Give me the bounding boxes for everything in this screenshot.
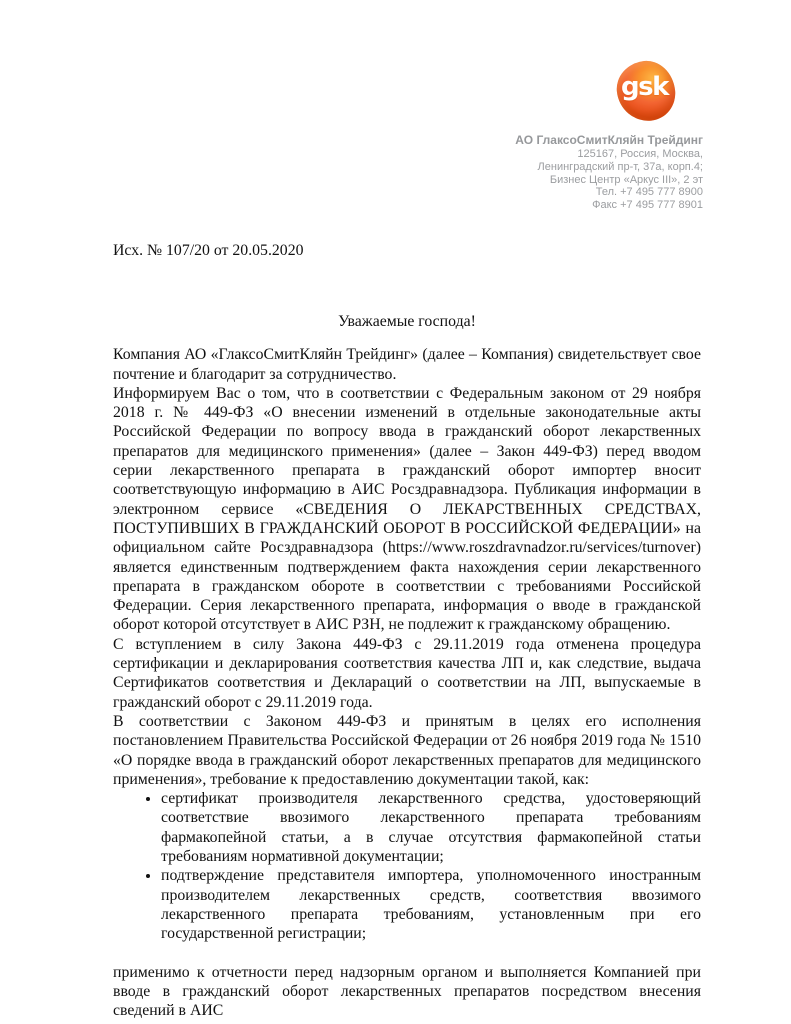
letterhead-address	[515, 133, 703, 212]
requirement-item: • сертификат производителя лекарственного средства, удостоверяющий соответствие ввозимого лекарственного препарата требованиям фармакопейной статьи, а в случае отсутствия фармакопейной статьи требованиям нормативной документации;	[161, 789, 701, 866]
requirements-list	[113, 789, 701, 943]
requirement-item: • подтверждение представителя импортера, уполномоченного иностранным производителем лекарственных средств, соответствия ввозимого лекарственного препарата требованиям, установленным при его государственной регистрации;	[161, 866, 701, 943]
address-line: Бизнес Центр «Аркус III», 2 эт	[549, 173, 703, 186]
company-name: АО ГлаксоСмитКляйн Трейдинг	[515, 133, 703, 147]
phone-line: Тел. +7 495 777 8900	[595, 186, 703, 199]
gsk-logo-text: gsk	[620, 72, 668, 103]
letter-body	[113, 312, 701, 1020]
body-paragraph: В соответствии с Законом 449-ФЗ и принятым в целях его исполнения постановлением Правительства Российской Федерации от 26 ноября 2019 года № 1510 «О порядке ввода в гражданский оборот лекарственных препаратов для медицинского применения», требование к предоставлению документации такой, как:	[113, 712, 701, 788]
reference-line: Исх. № 107/20 от 20.05.2020	[113, 242, 304, 259]
address-line: 125167, Россия, Москва,	[577, 148, 703, 160]
body-paragraph: С вступлением в силу Закона 449-ФЗ с 29.11.2019 года отменена процедура сертификации и декларирования соответствия качества ЛП и, как следствие, выдача Сертификатов соответствия и Деклараций о соответствии на ЛП, выпускаемые в гражданский оборот с 29.11.2019 года.	[113, 635, 701, 711]
salutation: Уважаемые господа!	[338, 313, 476, 330]
address-line: Ленинградский пр-т, 37а, корп.4;	[537, 160, 703, 173]
body-paragraph: Информируем Вас о том, что в соответствии с Федеральным законом от 29 ноября 2018 г. № 449-ФЗ «О внесении изменений в отдельные законодательные акты Российской Федерации по вопросу ввода в гражданский оборот лекарственных препаратов для медицинского применения» (далее – Закон 449-ФЗ) перед вводом серии лекарственного препарата в гражданский оборот импортер вносит соответствующую информацию в АИС Росздравнадзора. Публикация информации в электронном сервисе «СВЕДЕНИЯ О ЛЕКАРСТВЕННЫХ СРЕДСТВАХ, ПОСТУПИВШИХ В ГРАЖДАНСКИЙ ОБОРОТ В РОССИЙСКОЙ ФЕДЕРАЦИИ» на официальном сайте Росздравнадзора (https://www.roszdravnadzor.ru/services/turnover) является единственным подтверждением факта нахождения серии лекарственного препарата в гражданском обороте в соответствии с требованиями Российской Федерации. Серия лекарственного препарата, информация о вводе в гражданской оборот которой отсутствует в АИС РЗН, не подлежит к гражданскому обращению.	[113, 384, 701, 634]
gsk-logo	[614, 58, 678, 124]
closing-paragraph: применимо к отчетности перед надзорным органом и выполняется Компанией при вводе в гражданский оборот лекарственных препаратов посредством внесения сведений в АИС	[113, 963, 701, 1020]
body-paragraph: Компания АО «ГлаксоСмитКляйн Трейдинг» (далее – Компания) свидетельствует свое почтение и благодарит за сотрудничество.	[113, 346, 701, 383]
fax-line: Факс +7 495 777 8901	[592, 199, 703, 212]
